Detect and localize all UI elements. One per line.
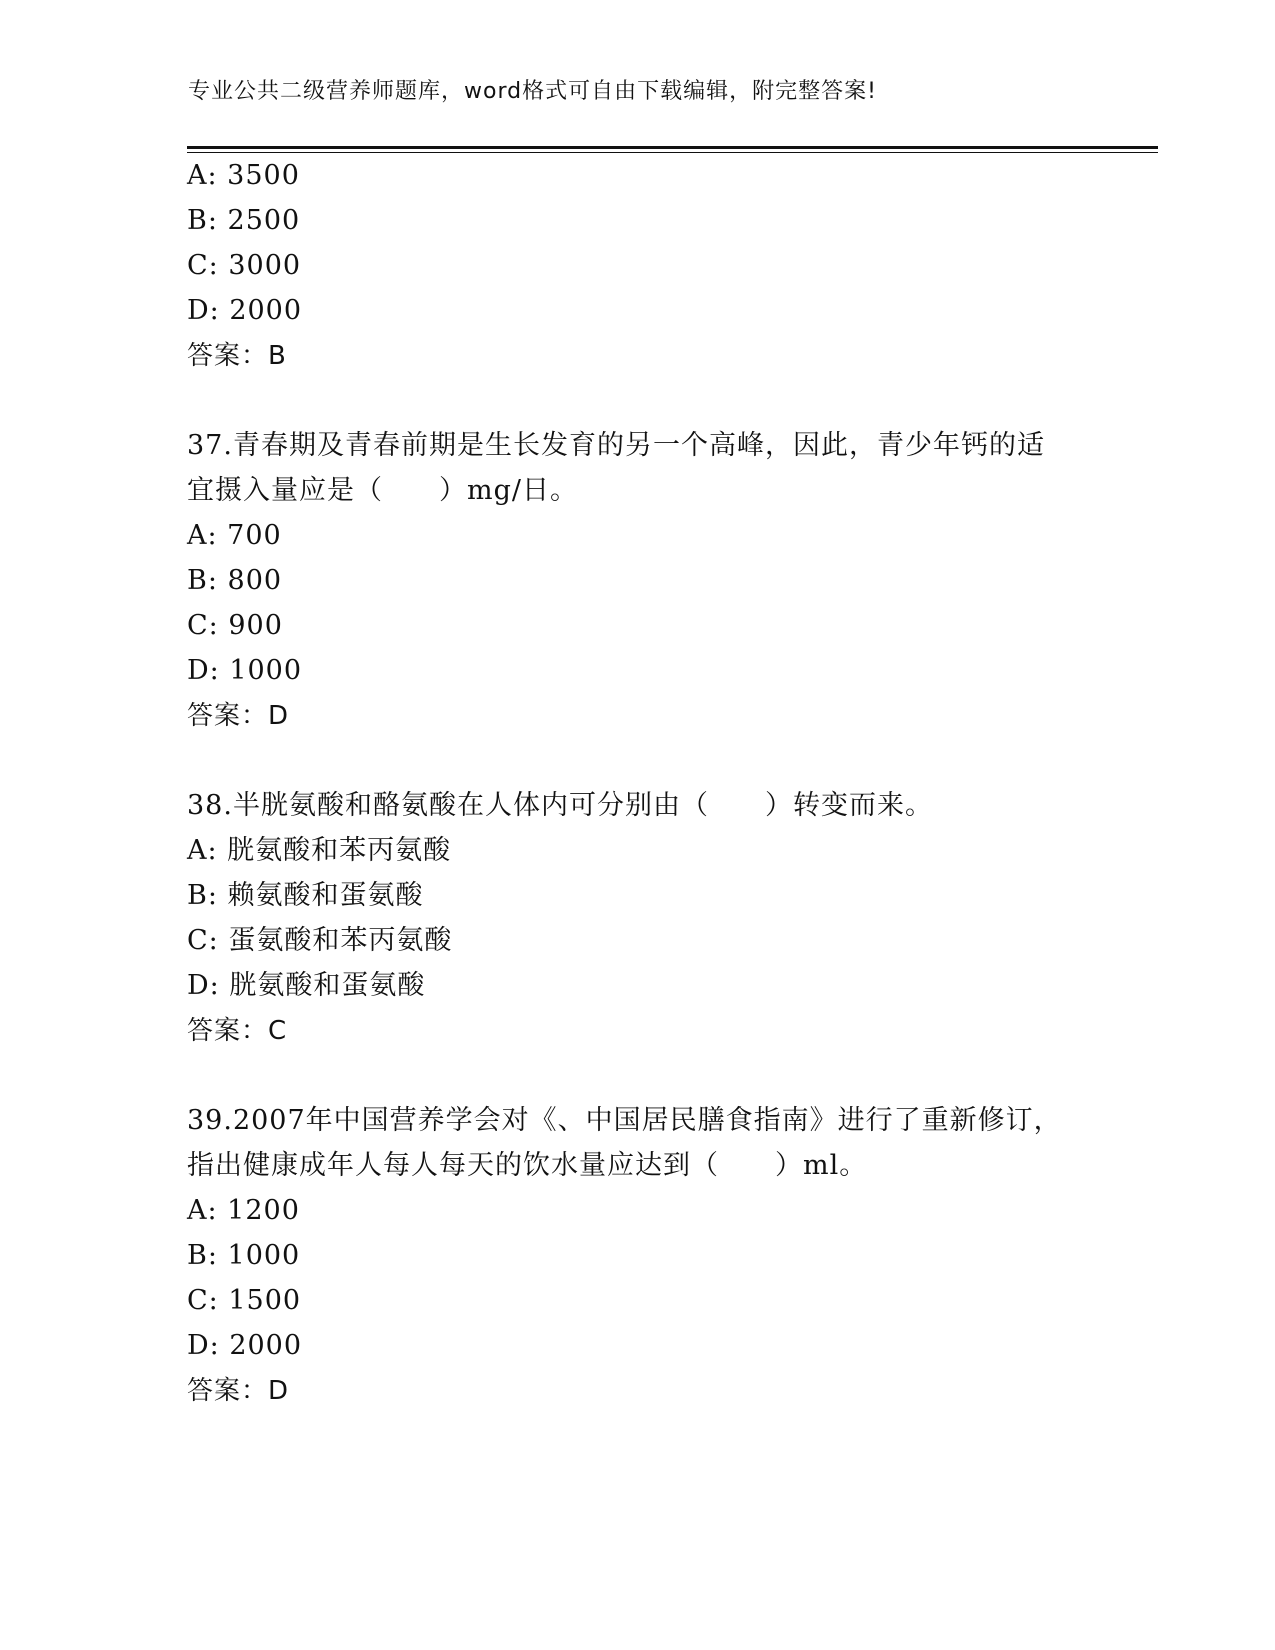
option-d: D: 胱氨酸和蛋氨酸 bbox=[187, 970, 426, 1001]
question-text: 37.青春期及青春前期是生长发育的另一个高峰，因此，青少年钙的适 bbox=[187, 430, 1045, 461]
option-b: B: 2500 bbox=[187, 205, 301, 236]
answer: 答案：B bbox=[187, 341, 287, 371]
option-c: C: 蛋氨酸和苯丙氨酸 bbox=[187, 925, 453, 956]
question-text: 38.半胱氨酸和酪氨酸在人体内可分别由（ ）转变而来。 bbox=[187, 790, 933, 821]
question-text-continued: 宜摄入量应是（ ）mg/日。 bbox=[187, 475, 578, 506]
option-d: D: 2000 bbox=[187, 295, 303, 326]
header-rule-thin bbox=[187, 152, 1158, 153]
option-a: A: 3500 bbox=[187, 160, 300, 191]
option-d: D: 2000 bbox=[187, 1330, 303, 1361]
answer: 答案：C bbox=[187, 1016, 288, 1046]
page-header: 专业公共二级营养师题库，word格式可自由下载编辑，附完整答案! bbox=[188, 79, 877, 104]
option-d: D: 1000 bbox=[187, 655, 303, 686]
answer: 答案：D bbox=[187, 701, 290, 731]
option-a: A: 700 bbox=[187, 520, 282, 551]
header-rule-thick bbox=[187, 146, 1158, 149]
option-a: A: 胱氨酸和苯丙氨酸 bbox=[187, 835, 452, 866]
option-c: C: 900 bbox=[187, 610, 283, 641]
option-c: C: 3000 bbox=[187, 250, 302, 281]
question-text-continued: 指出健康成年人每人每天的饮水量应达到（ ）ml。 bbox=[187, 1150, 868, 1181]
option-b: B: 800 bbox=[187, 565, 283, 596]
question-text: 39.2007年中国营养学会对《、中国居民膳食指南》进行了重新修订， bbox=[187, 1105, 1062, 1136]
option-b: B: 1000 bbox=[187, 1240, 301, 1271]
option-a: A: 1200 bbox=[187, 1195, 300, 1226]
option-c: C: 1500 bbox=[187, 1285, 302, 1316]
option-b: B: 赖氨酸和蛋氨酸 bbox=[187, 880, 424, 911]
answer: 答案：D bbox=[187, 1376, 290, 1406]
